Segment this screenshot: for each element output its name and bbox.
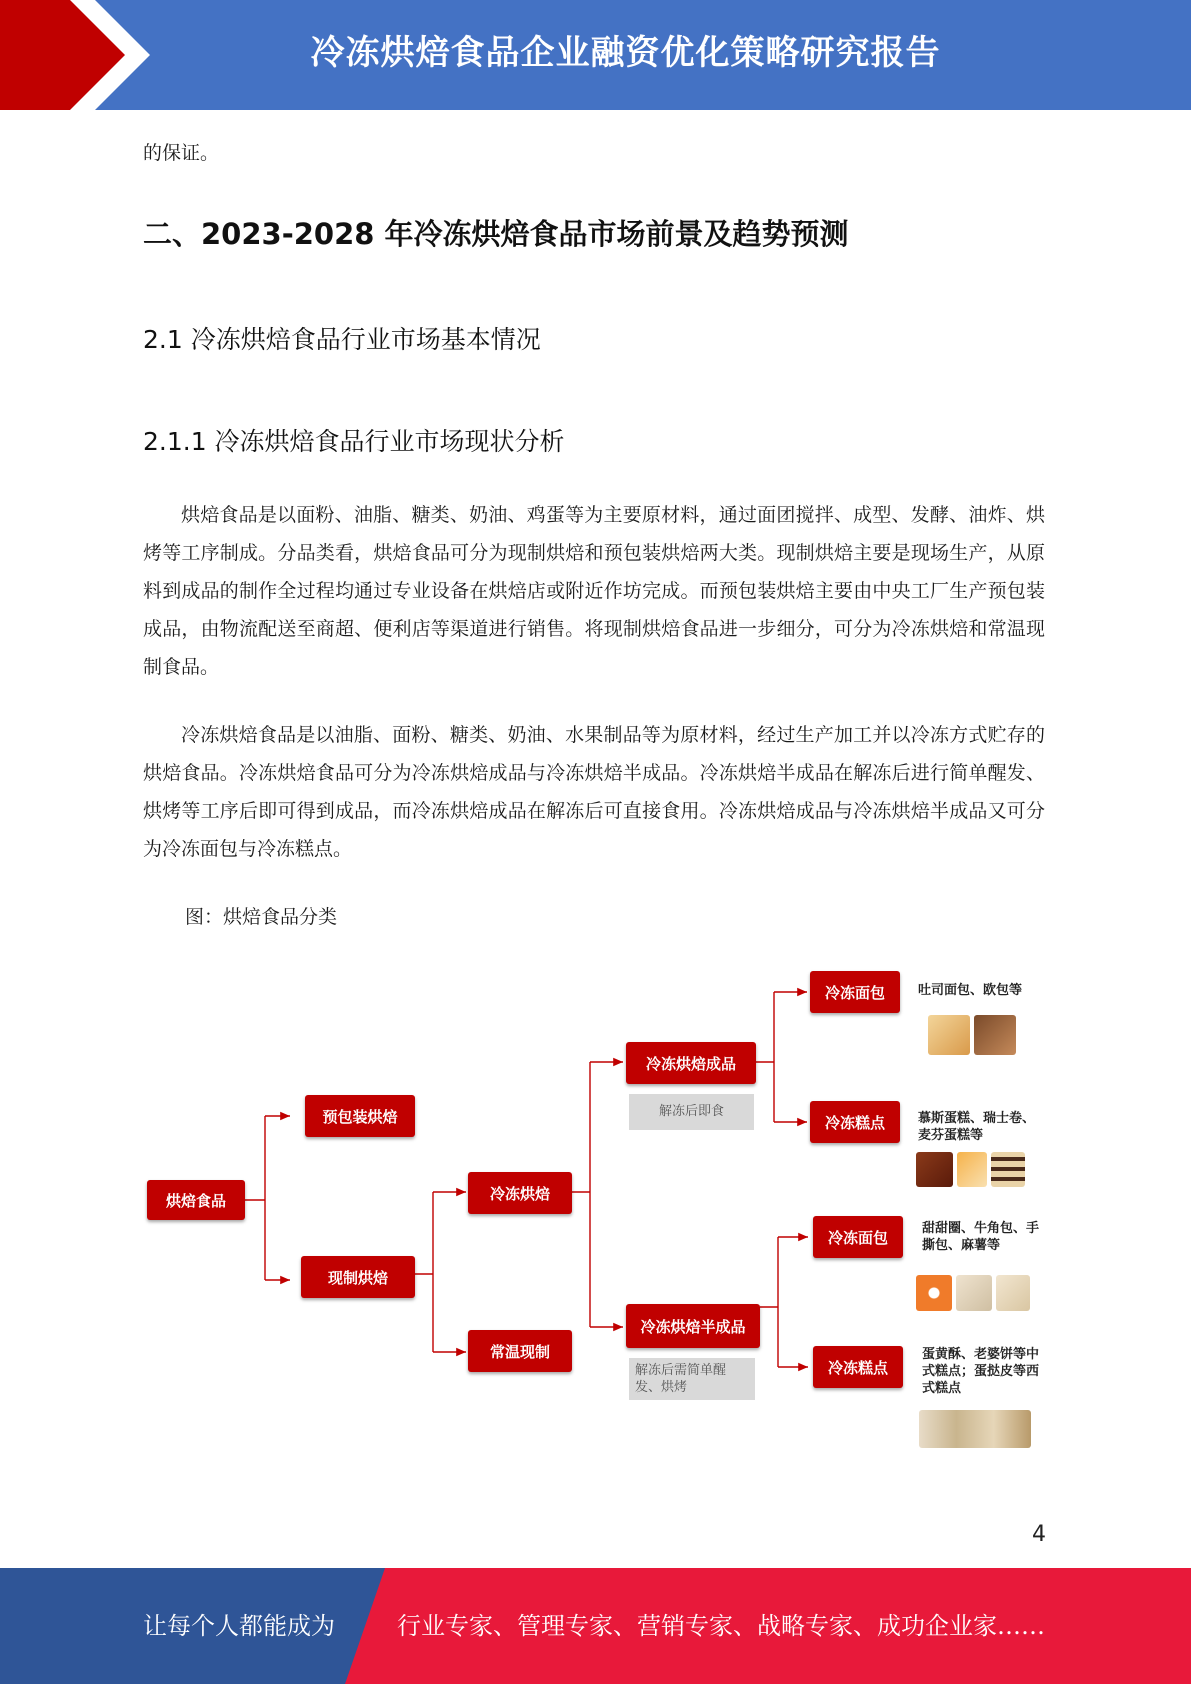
pastry-assortment-image bbox=[919, 1410, 1031, 1448]
note-frozen-semi-finished: 解冻后需简单醒发、烘烤 bbox=[629, 1358, 755, 1400]
page-footer bbox=[0, 1568, 1191, 1684]
node-frozen-finished: 冷冻烘焙成品 bbox=[626, 1042, 756, 1084]
node-bakery-food: 烘焙食品 bbox=[147, 1180, 245, 1220]
diagram-connectors bbox=[140, 962, 1050, 1462]
paragraph-2: 冷冻烘焙食品是以油脂、面粉、糖类、奶油、水果制品等为原材料，经过生产加工并以冷冻方式贮存的烘焙食品。冷冻烘焙食品可分为冷冻烘焙成品与冷冻烘焙半成品。冷冻烘焙半成品在解冻后进行简单醒发、烘烤等工序后即可得到成品，而冷冻烘焙成品在解冻后可直接食用。冷冻烘焙成品与冷冻烘焙半成品又可分为冷冻面包与冷冻糕点。 bbox=[143, 724, 1045, 860]
page-header bbox=[0, 0, 1191, 110]
bakery-classification-diagram bbox=[140, 962, 1050, 1462]
toast-bread-image bbox=[928, 1015, 970, 1055]
thumbs-finished-frozen-bread bbox=[928, 1015, 1016, 1055]
footer-slogan-right: 行业专家、管理专家、营销专家、战略专家、成功企业家…… bbox=[397, 1612, 1045, 1640]
thumbs-semi-frozen-bread bbox=[916, 1275, 1030, 1311]
thumbs-finished-frozen-pastry bbox=[916, 1152, 1025, 1187]
node-semi-frozen-pastry: 冷冻糕点 bbox=[813, 1346, 903, 1388]
hand-torn-bread-image bbox=[956, 1275, 992, 1311]
european-bread-image bbox=[974, 1015, 1016, 1055]
header-title: 冷冻烘焙食品企业融资优化策略研究报告 bbox=[310, 33, 941, 73]
node-frozen-bakery: 冷冻烘焙 bbox=[468, 1172, 572, 1214]
node-finished-frozen-pastry: 冷冻糕点 bbox=[810, 1101, 900, 1143]
footer-slogan-left: 让每个人都能成为 bbox=[143, 1612, 335, 1640]
node-semi-frozen-bread: 冷冻面包 bbox=[813, 1216, 903, 1258]
section-title: 二、2023-2028 年冷冻烘焙食品市场前景及趋势预测 bbox=[143, 217, 849, 251]
swiss-roll-image bbox=[957, 1152, 987, 1187]
subsection-2-1-title: 2.1 冷冻烘焙食品行业市场基本情况 bbox=[143, 325, 541, 354]
node-prepackaged-bakery: 预包装烘焙 bbox=[305, 1095, 415, 1137]
subsection-2-1-1-title: 2.1.1 冷冻烘焙食品行业市场现状分析 bbox=[143, 427, 565, 456]
note-frozen-finished: 解冻后即食 bbox=[629, 1094, 754, 1130]
desc-finished-frozen-bread: 吐司面包、欧包等 bbox=[918, 983, 1023, 998]
mousse-cake-image bbox=[916, 1152, 953, 1187]
page-number: 4 bbox=[1032, 1522, 1046, 1547]
desc-semi-frozen-bread: 甜甜圈、牛角包、手撕包、麻薯等 bbox=[922, 1221, 1040, 1253]
node-frozen-semi-finished: 冷冻烘焙半成品 bbox=[626, 1304, 760, 1348]
croissant-image bbox=[996, 1275, 1030, 1311]
muffin-cake-image bbox=[991, 1152, 1025, 1187]
donut-image bbox=[916, 1275, 952, 1311]
node-finished-frozen-bread: 冷冻面包 bbox=[810, 971, 900, 1013]
node-ambient-fresh: 常温现制 bbox=[468, 1330, 572, 1372]
desc-finished-frozen-pastry: 慕斯蛋糕、瑞士卷、麦芬蛋糕等 bbox=[918, 1111, 1036, 1143]
intro-fragment: 的保证。 bbox=[143, 142, 220, 164]
paragraph-1: 烘焙食品是以面粉、油脂、糖类、奶油、鸡蛋等为主要原材料，通过面团搅拌、成型、发酵、油炸、烘烤等工序制成。分品类看，烘焙食品可分为现制烘焙和预包装烘焙两大类。现制烘焙主要是现场生产，从原料到成品的制作全过程均通过专业设备在烘焙店或附近作坊完成。而预包装烘焙主要由中央工厂生产预包装成品，由物流配送至商超、便利店等渠道进行销售。将现制烘焙食品进一步细分，可分为冷冻烘焙和常温现制食品。 bbox=[143, 504, 1045, 678]
node-fresh-bakery: 现制烘焙 bbox=[301, 1256, 415, 1298]
desc-semi-frozen-pastry: 蛋黄酥、老婆饼等中式糕点；蛋挞皮等西式糕点 bbox=[922, 1347, 1040, 1396]
thumbs-semi-frozen-pastry bbox=[919, 1410, 1031, 1448]
figure-caption: 图：烘焙食品分类 bbox=[185, 906, 338, 928]
